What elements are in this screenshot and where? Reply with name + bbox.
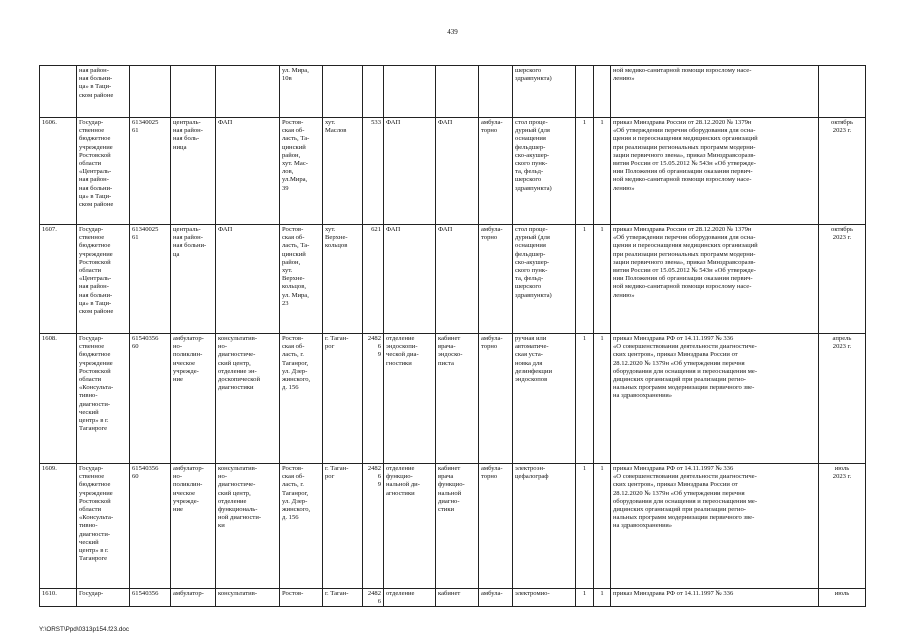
table-row [40,334,866,464]
table-row [40,225,866,334]
address-cell: Ростов- ская об- ласть, г. Таганрог, ул. Дзер- жинского, д. 156 [280,334,323,464]
basis-cell: приказ Минздрава РФ от 14.11.1997 № 336 «О совершенствовании деятельности диагностиче- ских центров», приказ Минздрава России от 28.12.2020 № 1379н «Об утверждении перечня оборудования для оснащения и переоснащения ме- дицинских организаций при реализации регио- нальных программ модернизации первичного зве- на здравоохранения» [611,334,819,464]
quantity-cell: 1 [594,225,611,334]
address-cell: Ростов- ская об- ласть, г. Таганрог, ул. Дзер- жинского, д. 156 [280,464,323,589]
org-code-cell: 61340025 61 [130,225,171,334]
org-name-cell: Государ- ственное бюджетное учреждение Ростовской области «Консульта- тивно- диагности- ческий центр» в г. Таганроге [77,334,130,464]
locality-code-cell: 24826 [363,589,384,607]
address-cell: Ростов- ская об- ласть, Та- цинский район, хут. Мас- лов, ул.Мира, 39 [280,118,323,225]
department-cell: отделение [384,589,436,607]
subdivision-cell: амбулатор- но- поликлин- ическое учрежде- ние [171,464,216,589]
date-cell: октябрь 2023 г. [819,118,866,225]
basis-cell: ной медико-санитарной помощи взрослому насе- лению» [611,66,819,118]
address-cell: Ростов- ская об- ласть, Та- цинский район, хут. Верхне- кольцов, ул. Мира, 23 [280,225,323,334]
equipment-cell: шерского здравпункта) [513,66,576,118]
date-cell: октябрь 2023 г. [819,225,866,334]
care-type-cell: амбула- торно [479,225,513,334]
equipment-cell: электромио- [513,589,576,607]
table-row [40,118,866,225]
row-number-cell: 1607. [40,225,77,334]
locality-code-cell: 533 [363,118,384,225]
equipment-cell: электроэн- цефалограф [513,464,576,589]
basis-cell: приказ Минздрава РФ от 14.11.1997 № 336 «О совершенствовании деятельности диагностиче- ских центров», приказ Минздрава России от 28.12.2020 № 1379н «Об утверждении перечня оборудования для оснащения и переоснащения ме- дицинских организаций при реализации регио- нальных программ модернизации первичного зве- на здравоохранения» [611,464,819,589]
unit-cell: ФАП [216,118,280,225]
table-row [40,464,866,589]
address-cell: Ростов- [280,589,323,607]
row-number-cell: 1606. [40,118,77,225]
subdivision-cell: централь- ная район- ная больни- ца [171,225,216,334]
quantity-cell: 1 [576,334,594,464]
room-cell: ФАП [436,118,479,225]
equipment-table [39,65,866,607]
locality-cell: хут. Верхне- кольцов [323,225,363,334]
date-cell: апрель 2023 г. [819,334,866,464]
basis-cell: приказ Минздрава России от 28.12.2020 № 1379н «Об утверждении перечня оборудования для осна- щения и переоснащения медицинских организаций при реализации региональных программ модерни- зации первичного звена», приказ Минздравсоразв- вития России от 15.05.2012 № 543н «Об утвержде- нии Положения об организации оказания первич- ной медико-санитарной помощи взрослому насе- лению» [611,118,819,225]
unit-cell: консультатив- но- диагностиче- ский центр, отделение функциональ- ной диагности- ки [216,464,280,589]
quantity-cell: 1 [594,118,611,225]
care-type-cell: амбула- торно [479,118,513,225]
department-cell: ФАП [384,118,436,225]
care-type-cell: амбула- [479,589,513,607]
org-name-cell: Государ- [77,589,130,607]
row-number-cell: 1610. [40,589,77,607]
quantity-cell: 1 [576,225,594,334]
row-number-cell: 1608. [40,334,77,464]
quantity-cell: 1 [594,464,611,589]
care-type-cell: амбула- торно [479,464,513,589]
date-cell: июль 2023 г. [819,464,866,589]
department-cell: ФАП [384,225,436,334]
locality-code-cell: 24826 9 [363,464,384,589]
quantity-cell: 1 [594,589,611,607]
org-code-cell: 61340025 61 [130,118,171,225]
room-cell: кабинет врача функцио- нальной диагно- стики [436,464,479,589]
table-row [40,589,866,607]
equipment-cell: ручная или автоматиче- ская уста- новка для дезинфекции эндоскопов [513,334,576,464]
org-code-cell: 61540356 60 [130,464,171,589]
equipment-cell: стол проце- дурный (для оснащения фельдшер- ско-акушер- ского пунк- та, фельд- шерского здравпункта) [513,118,576,225]
org-name-cell: Государ- ственное бюджетное учреждение Ростовской области «Консульта- тивно- диагности- ческий центр» в г. Таганроге [77,464,130,589]
locality-code-cell: 24826 9 [363,334,384,464]
locality-cell: г. Таган- рог [323,334,363,464]
unit-cell: ФАП [216,225,280,334]
equipment-cell: стол проце- дурный (для оснащения фельдшер- ско-акушер- ского пунк- та, фельд- шерского здравпункта) [513,225,576,334]
locality-cell: хут. Маслов [323,118,363,225]
org-name-cell: Государ- ственное бюджетное учреждение Ростовской области «Централь- ная район- ная больни- ца» в Таци- ском районе [77,225,130,334]
org-name-cell: ная район- ная больни- ца» в Таци- ском районе [77,66,130,118]
unit-cell: консультатив- [216,589,280,607]
date-cell: июль [819,589,866,607]
org-code-cell: 61540356 60 [130,334,171,464]
file-path-footer: Y:\ORST\Ppd\0313p154.f23.doc [39,626,129,633]
page-number: 439 [447,28,458,36]
subdivision-cell: централь- ная район- ная боль- ница [171,118,216,225]
room-cell: кабинет врача- эндоско- писта [436,334,479,464]
row-number-cell: 1609. [40,464,77,589]
locality-code-cell: 621 [363,225,384,334]
quantity-cell: 1 [576,464,594,589]
locality-cell: г. Таган- рог [323,464,363,589]
quantity-cell: 1 [576,589,594,607]
subdivision-cell: амбулатор- [171,589,216,607]
basis-cell: приказ Минздрава России от 28.12.2020 № 1379н «Об утверждении перечня оборудования для осна- щения и переоснащения медицинских организаций при реализации региональных программ модерни- зации первичного звена», приказ Минздравсоразв- вития России от 15.05.2012 № 543н «Об утвержде- нии Положения об организации оказания первич- ной медико-санитарной помощи взрослому насе- лению» [611,225,819,334]
subdivision-cell: амбулатор- но- поликлин- ическое учрежде- ние [171,334,216,464]
unit-cell: консультатив- но- диагностиче- ский центр, отделение эн- доскопической диагностики [216,334,280,464]
room-cell: ФАП [436,225,479,334]
quantity-cell: 1 [594,334,611,464]
room-cell: кабинет [436,589,479,607]
table-row [40,66,866,118]
org-code-cell: 61540356 [130,589,171,607]
org-name-cell: Государ- ственное бюджетное учреждение Ростовской области «Централь- ная район- ная больни- ца» в Таци- ском районе [77,118,130,225]
department-cell: отделение функцио- нальной ди- агностики [384,464,436,589]
care-type-cell: амбула- торно [479,334,513,464]
basis-cell: приказ Минздрава РФ от 14.11.1997 № 336 [611,589,819,607]
quantity-cell: 1 [576,118,594,225]
address-cell: ул. Мира, 10в [280,66,323,118]
department-cell: отделение эндоскопи- ческой диа- гностики [384,334,436,464]
locality-cell: г. Таган- [323,589,363,607]
